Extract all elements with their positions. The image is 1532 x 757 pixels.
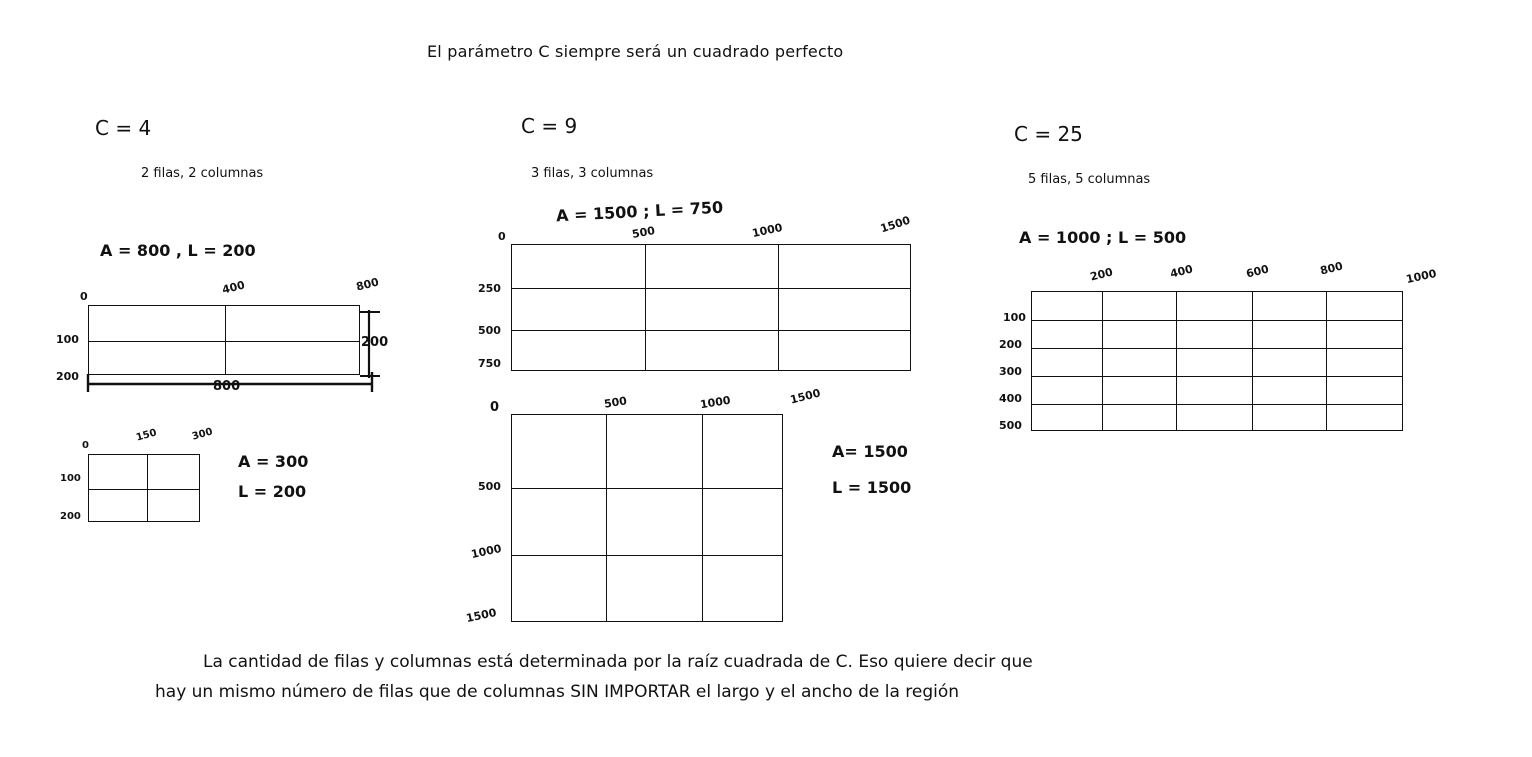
grid-line-horizontal <box>1032 348 1402 349</box>
example-3-grid-1-left-tick-0: 100 <box>1003 311 1026 324</box>
grid-line-horizontal <box>512 488 782 489</box>
grid-line-horizontal <box>1032 404 1402 405</box>
grid-line-horizontal <box>512 288 910 289</box>
example-3-subheading: 5 filas, 5 columnas <box>1028 172 1151 187</box>
example-1-grid-2-label-a: A = 300 <box>238 452 309 471</box>
example-3-grid-1-top-tick-4: 1000 <box>1404 266 1438 287</box>
example-3-grid-1-top-tick-2: 600 <box>1244 262 1271 281</box>
example-3-grid-1-top-tick-1: 400 <box>1168 262 1195 281</box>
example-2-grid-1-top-tick-2: 1000 <box>750 220 784 241</box>
example-2-grid-1-left-tick-0: 250 <box>478 282 501 295</box>
example-1-grid-2-left-tick-1: 200 <box>60 511 81 522</box>
example-1-grid-1-top-tick-2: 800 <box>354 275 381 294</box>
grid-line-horizontal <box>1032 320 1402 321</box>
example-2-grid-2-left-tick-1: 1000 <box>469 541 503 562</box>
example-1-grid-2-top-tick-2: 300 <box>190 426 214 443</box>
example-2-grid-1-label: A = 1500 ; L = 750 <box>555 197 724 226</box>
example-2-grid-2-left-tick-0: 500 <box>478 480 501 493</box>
example-1-grid-1-height-label: 200 <box>361 335 389 350</box>
example-2-grid-2 <box>511 414 783 622</box>
example-1-heading: C = 4 <box>95 116 152 140</box>
example-2-grid-1-top-tick-1: 500 <box>631 224 656 241</box>
example-3-grid-1-left-tick-3: 400 <box>999 392 1022 405</box>
example-1-grid-2-left-tick-0: 100 <box>60 473 81 484</box>
example-1-grid-2 <box>88 454 200 522</box>
example-2-grid-2-label-l: L = 1500 <box>832 478 912 497</box>
example-2-grid-1 <box>511 244 911 371</box>
example-1-grid-2-top-tick-1: 150 <box>134 427 158 444</box>
grid-line-vertical <box>645 245 646 370</box>
example-2-grid-2-top-tick-2: 1000 <box>699 393 732 412</box>
example-2-grid-1-left-tick-2: 750 <box>478 357 501 370</box>
example-2-grid-2-top-tick-3: 1500 <box>788 386 822 407</box>
example-3-grid-1-top-tick-0: 200 <box>1088 265 1115 284</box>
grid-line-vertical <box>1326 292 1327 430</box>
grid-line-vertical <box>1102 292 1103 430</box>
grid-line-vertical <box>778 245 779 370</box>
example-2-grid-2-left-tick-2: 1500 <box>464 605 498 626</box>
example-2-subheading: 3 filas, 3 columnas <box>531 166 654 181</box>
example-3-heading: C = 25 <box>1014 122 1083 146</box>
example-3-grid-1-top-tick-3: 800 <box>1318 259 1345 278</box>
grid-line-vertical <box>702 415 703 621</box>
example-3-grid-1-left-tick-2: 300 <box>999 365 1022 378</box>
grid-line-vertical <box>1252 292 1253 430</box>
example-3-grid-1-left-tick-1: 200 <box>999 338 1022 351</box>
example-2-grid-1-top-tick-0: 0 <box>498 230 506 243</box>
example-1-subheading: 2 filas, 2 columnas <box>141 166 264 181</box>
grid-line-vertical <box>1176 292 1177 430</box>
example-1-grid-1-left-tick-0: 100 <box>56 333 79 346</box>
example-1-grid-1-width-label: 800 <box>213 379 241 394</box>
grid-line-horizontal <box>1032 376 1402 377</box>
example-3-grid-1-left-tick-4: 500 <box>999 419 1022 432</box>
grid-line-vertical <box>147 455 148 521</box>
example-1-dimension-marks <box>82 296 402 396</box>
example-2-grid-2-top-tick-1: 500 <box>603 394 628 411</box>
caption-line-2: hay un mismo número de filas que de columnas SIN IMPORTAR el largo y el ancho de la región <box>155 682 960 702</box>
grid-line-horizontal <box>512 555 782 556</box>
grid-line-vertical <box>606 415 607 621</box>
example-2-heading: C = 9 <box>521 114 578 138</box>
example-1-grid-1-top-tick-1: 400 <box>220 278 247 297</box>
page-title: El parámetro C siempre será un cuadrado perfecto <box>427 42 844 61</box>
caption-line-1: La cantidad de filas y columnas está determinada por la raíz cuadrada de C. Eso quiere decir que <box>203 652 1033 672</box>
example-2-grid-2-label-a: A= 1500 <box>832 442 908 461</box>
example-1-grid-1-label: A = 800 , L = 200 <box>100 241 256 260</box>
example-1-grid-1-left-tick-1: 200 <box>56 370 79 383</box>
grid-line-horizontal <box>512 330 910 331</box>
example-3-grid-1-label: A = 1000 ; L = 500 <box>1019 228 1187 247</box>
grid-line-horizontal <box>89 489 199 490</box>
example-2-grid-2-top-tick-0: 0 <box>490 400 500 415</box>
example-2-grid-1-top-tick-3: 1500 <box>878 213 912 236</box>
example-1-grid-1-top-tick-0: 0 <box>80 290 88 303</box>
example-2-grid-1-left-tick-1: 500 <box>478 324 501 337</box>
example-1-grid-2-top-tick-0: 0 <box>82 440 89 451</box>
example-1-grid-2-label-l: L = 200 <box>238 482 307 501</box>
example-3-grid-1 <box>1031 291 1403 431</box>
